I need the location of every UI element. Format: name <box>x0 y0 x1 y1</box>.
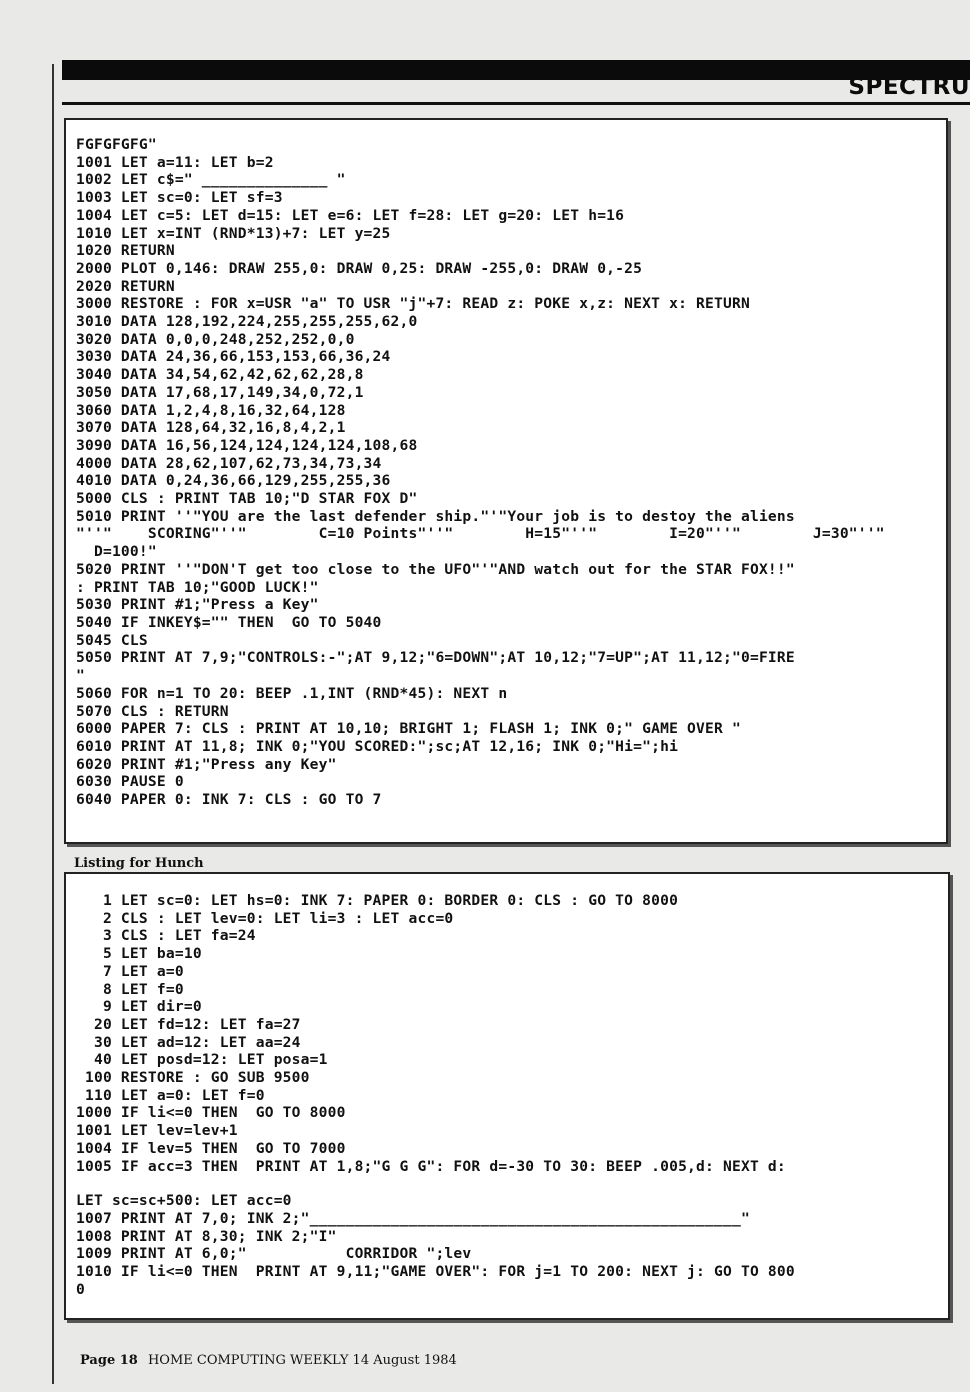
code-line: 6030 PAUSE 0 <box>76 773 184 791</box>
code-line: 3050 DATA 17,68,17,149,34,0,72,1 <box>76 383 364 401</box>
code-line: 5000 CLS : PRINT TAB 10;"D STAR FOX D" <box>76 490 418 508</box>
code-line: 1002 LET c$=" ______________ " <box>76 171 346 189</box>
code-line: 3000 RESTORE : FOR x=USR "a" TO USR "j"+7: READ z: POKE x,z: NEXT x: RETURN <box>76 295 750 313</box>
code-line: 1004 IF lev=5 THEN GO TO 7000 <box>76 1139 346 1157</box>
code-line: 1001 LET a=11: LET b=2 <box>76 153 274 171</box>
code-line: 3090 DATA 16,56,124,124,124,124,108,68 <box>76 436 418 454</box>
code-line: 110 LET a=0: LET f=0 <box>76 1086 265 1104</box>
code-line: 5070 CLS : RETURN <box>76 702 229 720</box>
code-line: 5050 PRINT AT 7,9;"CONTROLS:-";AT 9,12;"6=DOWN";AT 10,12;"7=UP";AT 11,12;"0=FIRE <box>76 649 795 667</box>
listing-box-star-fox <box>64 118 948 844</box>
code-line: 6010 PRINT AT 11,8; INK 0;"YOU SCORED:";sc;AT 12,16; INK 0;"Hi=";hi <box>76 737 679 755</box>
code-line: 5030 PRINT #1;"Press a Key" <box>76 596 319 614</box>
publication-line: HOME COMPUTING WEEKLY 14 August 1984 <box>147 1353 457 1368</box>
code-line: 4010 DATA 0,24,36,66,129,255,255,36 <box>76 472 391 490</box>
code-line <box>76 1175 948 1192</box>
header-rule <box>62 102 970 105</box>
code-line: 9 LET dir=0 <box>76 998 202 1016</box>
code-line: 0 <box>76 1280 85 1298</box>
code-line: 3070 DATA 128,64,32,16,8,4,2,1 <box>76 419 346 437</box>
code-line: 2020 RETURN <box>76 277 175 295</box>
code-line: 5045 CLS <box>76 631 148 649</box>
code-line: 20 LET fd=12: LET fa=27 <box>76 1015 301 1033</box>
code-line: 5010 PRINT ''"YOU are the last defender ship."'"Your job is to destoy the aliens <box>76 507 795 525</box>
code-line: 2000 PLOT 0,146: DRAW 255,0: DRAW 0,25: DRAW -255,0: DRAW 0,-25 <box>76 259 643 277</box>
page-footer <box>80 1353 457 1368</box>
code-line: 1008 PRINT AT 8,30; INK 2;"I" <box>76 1227 337 1245</box>
code-line: 30 LET ad=12: LET aa=24 <box>76 1033 301 1051</box>
code-line: 40 LET posd=12: LET posa=1 <box>76 1051 328 1069</box>
code-line: 6040 PAPER 0: INK 7: CLS : GO TO 7 <box>76 791 382 809</box>
code-line: 1004 LET c=5: LET d=15: LET e=6: LET f=28: LET g=20: LET h=16 <box>76 206 625 224</box>
code-line: "''" SCORING"''" C=10 Points"''" H=15"''" I=20"''" J=30"''" <box>76 525 885 543</box>
code-line: 8 LET f=0 <box>76 980 184 998</box>
code-line: : PRINT TAB 10;"GOOD LUCK!" <box>76 578 319 596</box>
code-line: 7 LET a=0 <box>76 962 184 980</box>
code-line: 1010 LET x=INT (RND*13)+7: LET y=25 <box>76 224 391 242</box>
code-line: 4000 DATA 28,62,107,62,73,34,73,34 <box>76 454 382 472</box>
code-line: 100 RESTORE : GO SUB 9500 <box>76 1069 310 1087</box>
code-line: 5060 FOR n=1 TO 20: BEEP .1,INT (RND*45): NEXT n <box>76 684 508 702</box>
code-line: 5 LET ba=10 <box>76 945 202 963</box>
code-line: LET sc=sc+500: LET acc=0 <box>76 1192 292 1210</box>
code-line: 1000 IF li<=0 THEN GO TO 8000 <box>76 1104 346 1122</box>
page-number: Page 18 <box>80 1353 138 1368</box>
code-line: 1005 IF acc=3 THEN PRINT AT 1,8;"G G G": FOR d=-30 TO 30: BEEP .005,d: NEXT d: <box>76 1157 786 1175</box>
code-line: 6000 PAPER 7: CLS : PRINT AT 10,10; BRIGHT 1; FLASH 1; INK 0;" GAME OVER " <box>76 720 741 738</box>
code-line: " <box>76 667 85 685</box>
page-left-rule <box>52 64 54 1384</box>
code-line: 1001 LET lev=lev+1 <box>76 1122 238 1140</box>
code-line: 1009 PRINT AT 6,0;" CORRIDOR ";lev <box>76 1245 472 1263</box>
code-line: 1010 IF li<=0 THEN PRINT AT 9,11;"GAME OVER": FOR j=1 TO 200: NEXT j: GO TO 800 <box>76 1263 795 1281</box>
code-line: 1003 LET sc=0: LET sf=3 <box>76 189 283 207</box>
section-title: SPECTRU <box>848 74 970 100</box>
code-line: 2 CLS : LET lev=0: LET li=3 : LET acc=0 <box>76 909 454 927</box>
code-line: 1007 PRINT AT 7,0; INK 2;"________________________________________________" <box>76 1209 750 1227</box>
header-bar <box>62 60 970 80</box>
code-line: 3030 DATA 24,36,66,153,153,66,36,24 <box>76 348 391 366</box>
code-line: 1020 RETURN <box>76 242 175 260</box>
code-line: FGFGFGFG" <box>76 136 157 153</box>
listing-box-hunch <box>64 872 950 1320</box>
code-line: 3040 DATA 34,54,62,42,62,62,28,8 <box>76 366 364 384</box>
code-line: 1 LET sc=0: LET hs=0: INK 7: PAPER 0: BORDER 0: CLS : GO TO 8000 <box>76 892 679 909</box>
code-line: D=100!" <box>76 543 157 561</box>
code-line: 3020 DATA 0,0,0,248,252,252,0,0 <box>76 330 355 348</box>
code-line: 6020 PRINT #1;"Press any Key" <box>76 755 337 773</box>
code-line: 3060 DATA 1,2,4,8,16,32,64,128 <box>76 401 346 419</box>
code-line: 5020 PRINT ''"DON'T get too close to the UFO"'"AND watch out for the STAR FOX!!" <box>76 560 795 578</box>
listing-caption: Listing for Hunch <box>74 856 204 871</box>
code-line: 3010 DATA 128,192,224,255,255,255,62,0 <box>76 313 418 331</box>
code-line: 5040 IF INKEY$="" THEN GO TO 5040 <box>76 613 382 631</box>
code-line: 3 CLS : LET fa=24 <box>76 927 256 945</box>
